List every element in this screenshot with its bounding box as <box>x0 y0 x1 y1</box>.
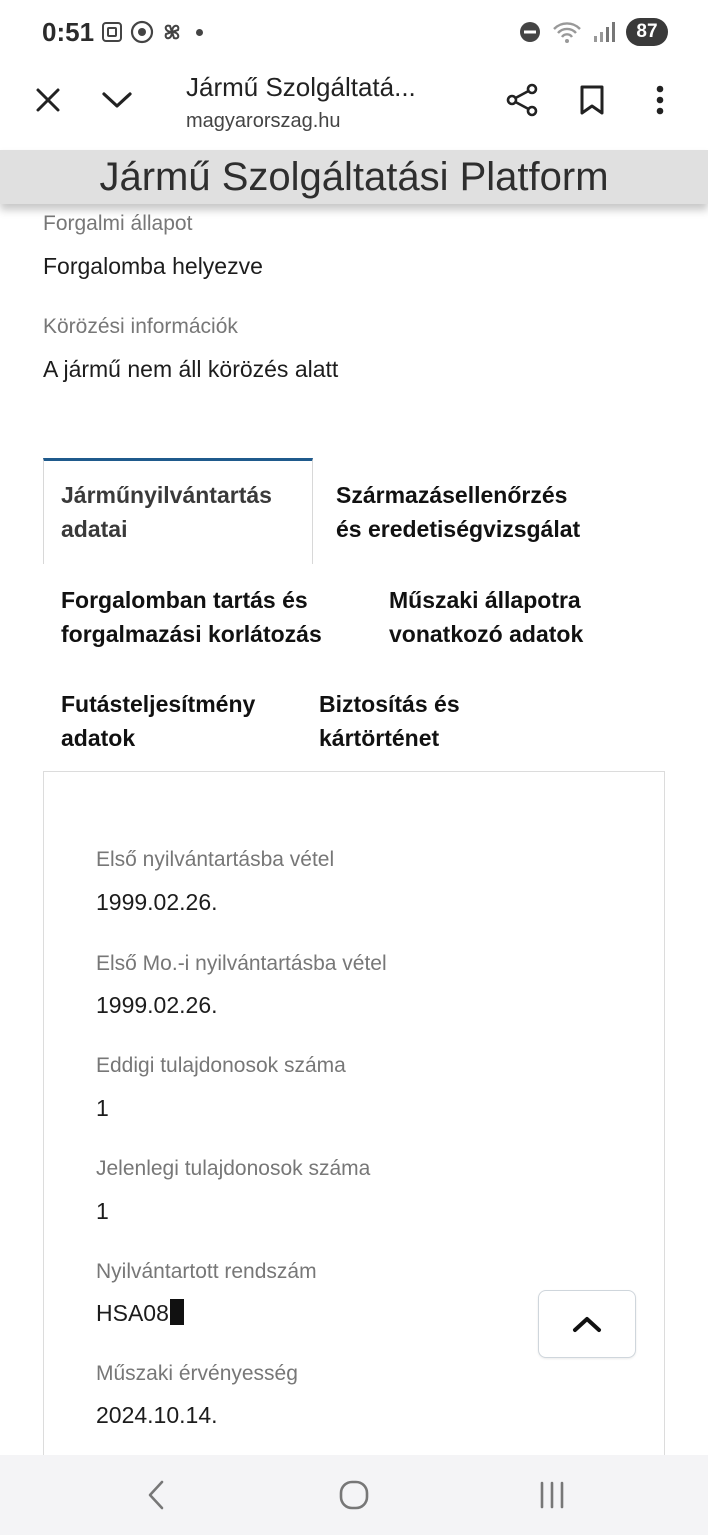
first-registration-label: Első nyilvántartásba vétel <box>96 848 335 871</box>
first-hu-registration-value: 1999.02.26. <box>96 992 218 1018</box>
home-nav-icon[interactable] <box>324 1475 384 1515</box>
tab-label-line: kártörténet <box>319 725 440 751</box>
site-header-title: Jármű Szolgáltatási Platform <box>99 155 609 199</box>
current-owners-label: Jelenlegi tulajdonosok száma <box>96 1157 371 1180</box>
technical-validity-label: Műszaki érvényesség <box>96 1362 298 1385</box>
current-owners-value: 1 <box>96 1198 109 1224</box>
tab-label-line: Biztosítás és <box>319 691 460 717</box>
tab-label-line: adatok <box>61 725 136 751</box>
first-hu-registration-label: Első Mo.-i nyilvántartásba vétel <box>96 952 387 975</box>
media-icon <box>130 20 154 44</box>
tab-mileage[interactable] <box>61 687 255 755</box>
previous-owners-value: 1 <box>96 1095 109 1121</box>
wanted-info-value: A jármű nem áll körözés alatt <box>43 356 339 382</box>
status-bar <box>0 0 708 66</box>
tab-insurance[interactable] <box>319 687 460 755</box>
recents-nav-icon[interactable] <box>522 1475 582 1515</box>
more-vert-icon[interactable] <box>636 76 684 124</box>
traffic-status-label: Forgalmi állapot <box>43 212 193 235</box>
wanted-info-label: Körözési információk <box>43 315 238 338</box>
tab-label-line: Forgalomban tartás és <box>61 587 308 613</box>
tab-label-line: vonatkozó adatok <box>389 621 584 647</box>
tab-label-line: forgalmazási korlátozás <box>61 621 322 647</box>
tab-origin-check[interactable] <box>336 478 580 546</box>
battery-indicator: 87 <box>626 18 668 46</box>
scroll-to-top-button[interactable] <box>538 1290 636 1358</box>
signal-icon <box>592 20 616 44</box>
pinwheel-icon <box>160 20 184 44</box>
tab-label-line: adatai <box>61 516 128 542</box>
chevron-up-icon <box>572 1315 602 1333</box>
status-left-icons <box>100 20 203 44</box>
tab-label-line: Járműnyilvántartás <box>61 482 272 508</box>
plate-number-label: Nyilvántartott rendszám <box>96 1260 317 1283</box>
close-icon[interactable] <box>24 76 72 124</box>
notification-dot <box>196 29 203 36</box>
system-nav-bar <box>0 1455 708 1535</box>
tab-label-line: és eredetiségvizsgálat <box>336 516 581 542</box>
plate-number-value: HSA08 <box>96 1300 169 1326</box>
status-time: 0:51 <box>42 17 95 47</box>
tab-vehicle-registry[interactable] <box>61 478 272 546</box>
first-registration-value: 1999.02.26. <box>96 889 218 915</box>
chevron-down-icon[interactable] <box>93 76 141 124</box>
screenshot-icon <box>100 20 124 44</box>
dnd-icon <box>518 20 542 44</box>
share-icon[interactable] <box>498 76 546 124</box>
technical-validity-value: 2024.10.14. <box>96 1402 218 1428</box>
browser-toolbar <box>0 66 708 150</box>
wifi-icon <box>552 20 582 44</box>
browser-url[interactable]: magyarorszag.hu <box>186 110 341 132</box>
redaction-block <box>170 1299 184 1325</box>
bookmark-icon[interactable] <box>568 76 616 124</box>
browser-page-title[interactable]: Jármű Szolgáltatá... <box>186 72 416 102</box>
plate-number-row <box>96 1299 184 1327</box>
back-nav-icon[interactable] <box>126 1475 186 1515</box>
previous-owners-label: Eddigi tulajdonosok száma <box>96 1054 346 1077</box>
site-header <box>0 150 708 204</box>
tab-label-line: Származásellenőrzés <box>336 482 568 508</box>
tab-label-line: Műszaki állapotra <box>389 587 581 613</box>
tab-technical-state[interactable] <box>389 583 583 651</box>
status-right-icons <box>518 18 668 46</box>
tab-traffic-restrictions[interactable] <box>61 583 322 651</box>
traffic-status-value: Forgalomba helyezve <box>43 253 263 279</box>
tab-label-line: Futásteljesítmény <box>61 691 256 717</box>
